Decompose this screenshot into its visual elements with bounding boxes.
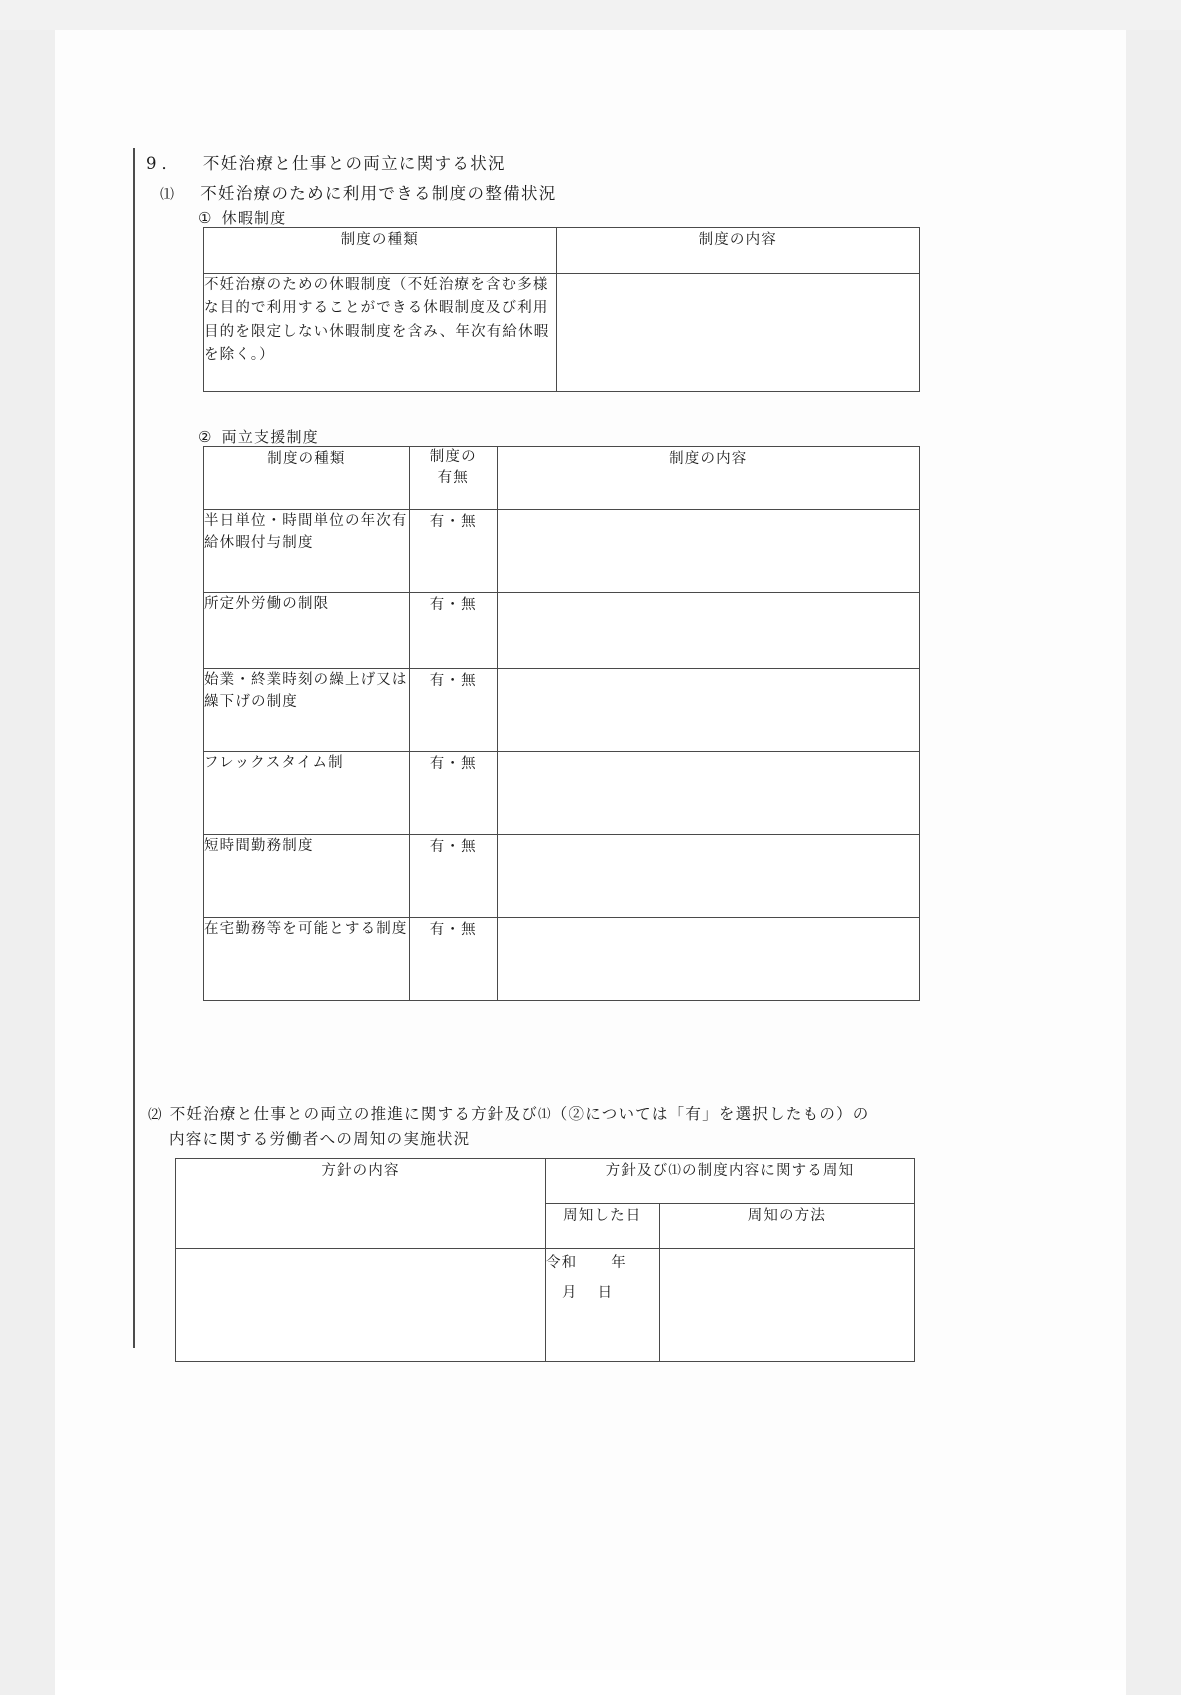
date-month-label: 月: [561, 1284, 578, 1301]
date-day-label: 日: [597, 1284, 614, 1301]
table-row: [204, 835, 920, 918]
cell-notification-date[interactable]: [545, 1249, 659, 1362]
header-availability-line2: 有無: [437, 470, 469, 487]
cell-system-content[interactable]: [497, 835, 919, 918]
subsection-1-heading: [160, 180, 557, 204]
subsection-1-label: ⑴: [160, 187, 179, 203]
date-era-label: 令和: [545, 1255, 578, 1271]
cell-system-kind: 所定外労働の制限: [204, 593, 410, 669]
header-system-content: 制度の内容: [497, 447, 919, 510]
subsection-1-title: 不妊治療のために利用できる制度の整備状況: [200, 184, 557, 203]
date-year-label: 年: [611, 1255, 627, 1271]
header-system-kind: 制度の種類: [204, 447, 410, 510]
page-title: [146, 150, 506, 174]
cell-system-kind: 半日単位・時間単位の年次有給休暇付与制度: [204, 510, 410, 593]
section-number: 9．: [146, 154, 183, 173]
balance-support-system-table: [203, 446, 920, 1001]
cell-leave-system-kind: 不妊治療のための休暇制度（不妊治療を含む多様な目的で利用することができる休暇制度及び利用目的を限定しない休暇制度を含み、年次有給休暇を除く。）: [204, 274, 557, 392]
page-margin-top: [0, 0, 1181, 30]
cell-leave-system-content[interactable]: [556, 274, 919, 392]
page-margin-left: [0, 0, 55, 1695]
subsection-2-ref-1: ⑴: [538, 1106, 552, 1121]
table-row: [204, 752, 920, 835]
table-row: [204, 510, 920, 593]
cell-availability-choice[interactable]: 有・無: [409, 593, 497, 669]
cell-availability-choice[interactable]: 有・無: [409, 835, 497, 918]
cell-system-kind: 在宅勤務等を可能とする制度: [204, 918, 410, 1001]
page-margin-right: [1126, 0, 1181, 1695]
cell-policy-content[interactable]: [176, 1249, 546, 1362]
subsection-2-title-part-c: （②については「有」を選択したもの）の: [551, 1105, 870, 1123]
subsection-2-title-line2: 内容に関する労働者への周知の実施状況: [169, 1130, 471, 1149]
cell-system-kind: 始業・終業時刻の繰上げ又は繰下げの制度: [204, 669, 410, 752]
item-2-title: 両立支援制度: [221, 428, 319, 446]
cell-availability-choice[interactable]: 有・無: [409, 510, 497, 593]
leave-system-table: [203, 227, 920, 392]
cell-availability-choice[interactable]: 有・無: [409, 918, 497, 1001]
section-title: 不妊治療と仕事との両立に関する状況: [202, 154, 506, 173]
cell-system-content[interactable]: [497, 593, 919, 669]
table-header-row: [204, 447, 920, 510]
item-2-heading: [198, 426, 319, 447]
subsection-2-title-part-a: 不妊治療と仕事との両立の推進に関する方針及び: [169, 1105, 539, 1123]
header-notification-date: 周知した日: [545, 1204, 659, 1249]
cell-system-content[interactable]: [497, 669, 919, 752]
item-1-heading: [198, 207, 286, 228]
cell-system-content[interactable]: [497, 752, 919, 835]
table-row: [204, 918, 920, 1001]
date-line-era-year: [546, 1249, 659, 1279]
header-system-kind: 制度の種類: [204, 228, 557, 274]
cell-availability-choice[interactable]: 有・無: [409, 669, 497, 752]
header-notification-part-c: の制度内容に関する周知: [681, 1163, 855, 1179]
header-system-content: 制度の内容: [556, 228, 919, 274]
cell-system-kind: 短時間勤務制度: [204, 835, 410, 918]
table-header-row: [204, 228, 920, 274]
header-notification-part-a: 方針及び: [605, 1163, 669, 1179]
table-row: [204, 274, 920, 392]
table-header-row: [176, 1159, 915, 1204]
cell-notification-method[interactable]: [659, 1249, 914, 1362]
item-1-label: ①: [198, 209, 213, 227]
item-1-title: 休暇制度: [221, 209, 287, 227]
item-2-label: ②: [198, 428, 213, 446]
header-system-availability: [409, 447, 497, 510]
form-frame-left-rule: [133, 148, 135, 1348]
cell-availability-choice[interactable]: 有・無: [409, 752, 497, 835]
table-row: [204, 593, 920, 669]
header-notification: [545, 1159, 914, 1204]
header-policy-content: 方針の内容: [176, 1159, 546, 1249]
cell-system-content[interactable]: [497, 918, 919, 1001]
table-row: [176, 1249, 915, 1362]
header-availability-line1: 制度の: [429, 449, 477, 465]
subsection-2-label: ⑵: [148, 1107, 163, 1123]
cell-system-content[interactable]: [497, 510, 919, 593]
header-notification-ref: ⑴: [668, 1162, 682, 1177]
table-row: [204, 669, 920, 752]
policy-notification-table: [175, 1158, 915, 1362]
cell-system-kind: フレックスタイム制: [204, 752, 410, 835]
header-notification-method: 周知の方法: [659, 1204, 914, 1249]
subsection-2-heading: [148, 1102, 948, 1152]
date-line-month-day: [546, 1279, 659, 1309]
